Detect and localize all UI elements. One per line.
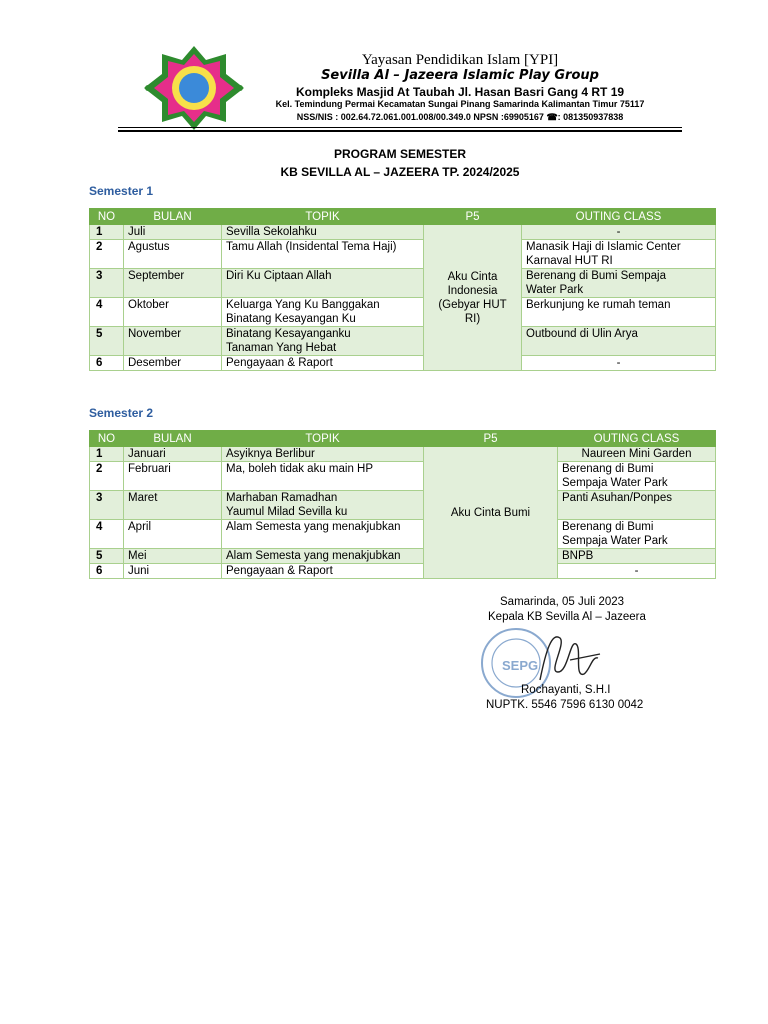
- header-p5: P5: [424, 209, 522, 225]
- outing-line: Panti Asuhan/Ponpes: [562, 492, 672, 504]
- topic-line: Sevilla Sekolahku: [226, 226, 317, 238]
- signature-role: Kepala KB Sevilla Al – Jazeera: [488, 611, 646, 623]
- row-topic: [222, 549, 424, 564]
- school-logo-star-icon: [140, 46, 248, 130]
- outing-line: Berenang di Bumi: [562, 521, 654, 533]
- table-header-row: [90, 431, 716, 447]
- row-outing: [558, 447, 716, 462]
- topic-line: Pengayaan & Raport: [226, 565, 333, 577]
- topic-line: Ma, boleh tidak aku main HP: [226, 463, 374, 475]
- outing-line: Water Park: [526, 284, 584, 296]
- header-bulan: BULAN: [124, 209, 222, 225]
- row-outing: [522, 356, 716, 371]
- row-outing: [558, 520, 716, 549]
- row-topic: [222, 225, 424, 240]
- topic-line: Binatang Kesayangan Ku: [226, 313, 356, 325]
- semester-1-heading: Semester 1: [89, 184, 154, 198]
- row-month: September: [124, 269, 222, 298]
- row-outing: [522, 240, 716, 269]
- row-topic: [222, 491, 424, 520]
- header-divider: [118, 127, 682, 128]
- row-outing: [522, 225, 716, 240]
- row-topic: [222, 269, 424, 298]
- row-no: 4: [90, 298, 124, 327]
- row-month: Februari: [124, 462, 222, 491]
- topic-line: Diri Ku Ciptaan Allah: [226, 270, 332, 282]
- row-month: Juli: [124, 225, 222, 240]
- topic-line: Keluarga Yang Ku Banggakan: [226, 299, 380, 311]
- signature-place-date: Samarinda, 05 Juli 2023: [500, 596, 625, 608]
- outing-line: Sempaja Water Park: [562, 477, 668, 489]
- row-month: Oktober: [124, 298, 222, 327]
- topic-line: Binatang Kesayanganku: [226, 328, 351, 340]
- p5-theme: [424, 225, 522, 371]
- row-no: 6: [90, 356, 124, 371]
- table-header-row: [90, 209, 716, 225]
- outing-line: -: [616, 226, 621, 238]
- row-no: 5: [90, 549, 124, 564]
- row-topic: [222, 564, 424, 579]
- school-address: Kompleks Masjid At Taubah Jl. Hasan Basri Gang 4 RT 19: [295, 85, 625, 99]
- outing-line: Outbound di Ulin Arya: [526, 328, 638, 340]
- row-outing: [558, 549, 716, 564]
- row-topic: [222, 356, 424, 371]
- row-no: 3: [90, 269, 124, 298]
- signature-name: Rochayanti, S.H.I: [521, 684, 611, 696]
- p5-text: Aku Cinta Indonesia (Gebyar HUT RI): [438, 270, 507, 325]
- topic-line: Tamu Allah (Insidental Tema Haji): [226, 241, 397, 253]
- topic-line: Yaumul Milad Sevilla ku: [226, 506, 348, 518]
- outing-line: -: [616, 357, 621, 369]
- topic-line: Asyiknya Berlibur: [226, 448, 315, 460]
- row-month: Maret: [124, 491, 222, 520]
- row-no: 5: [90, 327, 124, 356]
- row-no: 4: [90, 520, 124, 549]
- header-bulan: BULAN: [124, 431, 222, 447]
- row-outing: [558, 462, 716, 491]
- semester-2-table: [89, 430, 716, 579]
- topic-line: Marhaban Ramadhan: [226, 492, 338, 504]
- outing-line: Sempaja Water Park: [562, 535, 668, 547]
- document-title: PROGRAM SEMESTER: [333, 147, 466, 161]
- row-month: April: [124, 520, 222, 549]
- row-no: 6: [90, 564, 124, 579]
- semester-2-heading: Semester 2: [89, 406, 154, 420]
- header-no: NO: [90, 209, 124, 225]
- row-outing: [522, 269, 716, 298]
- document-subtitle: KB SEVILLA AL – JAZEERA TP. 2024/2025: [280, 165, 520, 179]
- svg-text:SEPG: SEPG: [502, 658, 539, 673]
- table-row: [90, 491, 716, 520]
- phone-number: : 081350937838: [557, 112, 624, 122]
- table-row: [90, 564, 716, 579]
- table-row: [90, 298, 716, 327]
- row-topic: [222, 520, 424, 549]
- row-outing: [558, 564, 716, 579]
- outing-line: Karnaval HUT RI: [526, 255, 613, 267]
- row-topic: [222, 462, 424, 491]
- registration-numbers: NSS/NIS : 002.64.72.061.001.008/00.349.0 NPSN :69905167: [296, 112, 544, 122]
- topic-line: Alam Semesta yang menakjubkan: [226, 521, 401, 533]
- row-topic: [222, 327, 424, 356]
- telephone-icon: ☎: [546, 112, 558, 122]
- row-outing: [522, 298, 716, 327]
- row-outing: [522, 327, 716, 356]
- header-outing: OUTING CLASS: [558, 431, 716, 447]
- semester-1-table: [89, 208, 716, 371]
- topic-line: Pengayaan & Raport: [226, 357, 333, 369]
- header-topik: TOPIK: [222, 209, 424, 225]
- outing-line: BNPB: [562, 550, 594, 562]
- p5-theme: Aku Cinta Bumi: [424, 447, 558, 579]
- school-registration: [250, 112, 670, 123]
- header-p5: P5: [424, 431, 558, 447]
- outing-line: Berenang di Bumi: [562, 463, 654, 475]
- outing-line: Manasik Haji di Islamic Center: [526, 241, 681, 253]
- row-month: Juni: [124, 564, 222, 579]
- topic-line: Tanaman Yang Hebat: [226, 342, 337, 354]
- row-month: Agustus: [124, 240, 222, 269]
- header-topik: TOPIK: [222, 431, 424, 447]
- table-row: [90, 269, 716, 298]
- row-topic: [222, 240, 424, 269]
- outing-line: Berkunjung ke rumah teman: [526, 299, 671, 311]
- foundation-name: Yayasan Pendidikan Islam [YPI]: [361, 52, 559, 68]
- table-row: [90, 520, 716, 549]
- row-month: Januari: [124, 447, 222, 462]
- row-month: Desember: [124, 356, 222, 371]
- row-no: 2: [90, 462, 124, 491]
- school-name: Sevilla Al – Jazeera Islamic Play Group: [321, 68, 599, 83]
- signature-nuptk: NUPTK. 5546 7596 6130 0042: [486, 699, 644, 711]
- table-row: [90, 327, 716, 356]
- row-outing: [558, 491, 716, 520]
- row-no: 2: [90, 240, 124, 269]
- header-divider-thick: [118, 130, 682, 132]
- outing-line: Naureen Mini Garden: [581, 448, 692, 460]
- table-row: [90, 549, 716, 564]
- row-month: November: [124, 327, 222, 356]
- outing-line: -: [634, 565, 639, 577]
- header-no: NO: [90, 431, 124, 447]
- school-district: Kel. Temindung Permai Kecamatan Sungai Pinang Samarinda Kalimantan Timur 75117: [275, 99, 645, 109]
- topic-line: Alam Semesta yang menakjubkan: [226, 550, 401, 562]
- row-no: 3: [90, 491, 124, 520]
- outing-line: Berenang di Bumi Sempaja: [526, 270, 666, 282]
- table-row: [90, 356, 716, 371]
- header-outing: OUTING CLASS: [522, 209, 716, 225]
- row-topic: [222, 447, 424, 462]
- row-no: 1: [90, 225, 124, 240]
- row-month: Mei: [124, 549, 222, 564]
- row-topic: [222, 298, 424, 327]
- table-row: [90, 462, 716, 491]
- table-row: [90, 240, 716, 269]
- row-no: 1: [90, 447, 124, 462]
- table-row: [90, 225, 716, 240]
- table-row: [90, 447, 716, 462]
